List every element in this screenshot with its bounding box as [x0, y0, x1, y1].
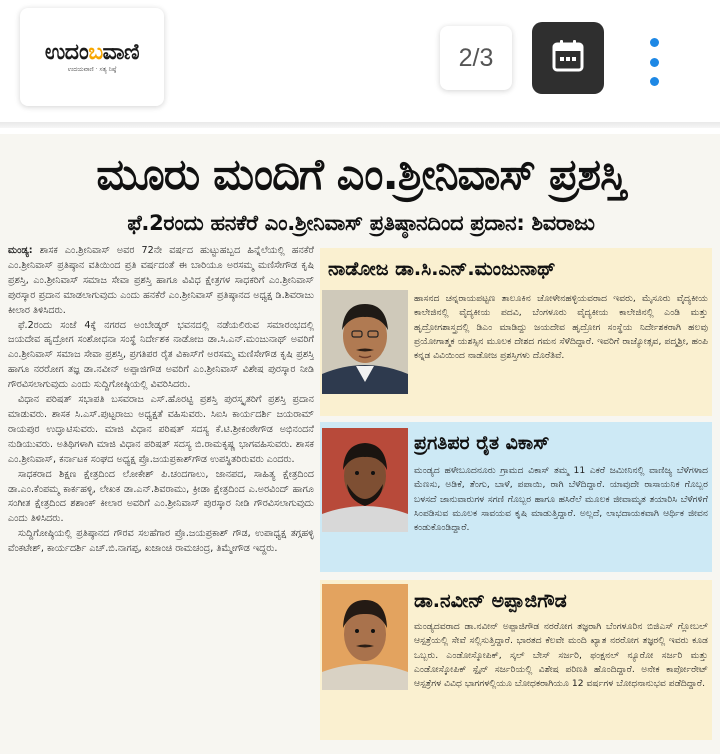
- article-paragraph: ಫೆ.2ರಂದು ಸಂಜೆ 4ಕ್ಕೆ ನಗರದ ಅಂಬೇಡ್ಕರ್ ಭವನದಲ್ಲಿ ನಡೆಯಲಿರುವ ಸಮಾರಂಭದಲ್ಲಿ ಜಯದೇವ ಹೃದ್ರೋಗ ಸಂಶೋಧನಾ ಸಂಸ್ಥೆ ನಿರ್ದೇಶಕ ನಾಡೋಜ ಡಾ.ಸಿ.ಎನ್.ಮಂಜುನಾಥ್ ಅವರಿಗೆ ಎಂ.ಶ್ರೀನಿವಾಸ್ ಸಮಾಜ ಸೇವಾ ಪ್ರಶಸ್ತಿ, ಪ್ರಗತಿಪರ ರೈತ ವಿಕಾಸ್‌ಗೆ ಅರಸಮ್ಮ ಮಣಿಸೇಗೌಡ ಕೃಷಿ ಪ್ರಶಸ್ತಿ ಹಾಗೂ ನರರೋಗ ತಜ್ಞ ಡಾ.ನವೀನ್ ಅಪ್ಪಾಜಿಗೌಡ ಅವರಿಗೆ ಎಂ.ಶ್ರೀನಿವಾಸ್ ವಿಶೇಷ ಪುರಸ್ಕಾರ ನೀಡಿ ಗೌರವಿಸಲಾಗುವುದು ಎಂದು ಸುದ್ದಿಗೋಷ್ಠಿಯಲ್ಲಿ ವಿವರಿಸಿದರು.: [8, 319, 314, 391]
- awardee-title: ಪ್ರಗತಿಪರ ರೈತ ವಿಕಾಸ್: [414, 432, 550, 454]
- article-paragraph: ವಿಧಾನ ಪರಿಷತ್ ಸಭಾಪತಿ ಬಸವರಾಜ ಎಸ್.ಹೊರಟ್ಟಿ ಪ್ರಶಸ್ತಿ ಪುರಸ್ಕೃತರಿಗೆ ಪ್ರಶಸ್ತಿ ಪ್ರದಾನ ಮಾಡುವರು. ಶಾಸಕ ಸಿ.ಎಸ್.ಪುಟ್ಟರಾಜು ಅಧ್ಯಕ್ಷತೆ ವಹಿಸುವರು. ಸಿಐಸಿ ಕಾರ್ಯದರ್ಶಿ ಜಯರಾಮ್ ರಾಯಪುರ ಉದ್ಘಾಟಿಸುವರು. ಮಾಜಿ ವಿಧಾನ ಪರಿಷತ್ ಸದಸ್ಯ ಕೆ.ಟಿ.ಶ್ರೀಕಂಠೇಗೌಡ ಅಭಿನಂದನೆ ನುಡಿಯುವರು. ಅತಿಥಿಗಳಾಗಿ ಮಾಜಿ ವಿಧಾನ ಪರಿಷತ್ ಸದಸ್ಯ ಬಿ.ರಾಮಕೃಷ್ಣ ಭಾಗವಹಿಸುವರು. ಶಾಸಕ ಎಂ.ಶ್ರೀನಿವಾಸ್, ಕರ್ನಾಟಕ ಸಂಘದ ಅಧ್ಯಕ್ಷ ಪ್ರೊ.ಜಯಪ್ರಕಾಶ್‌ಗೌಡ ಉಪಸ್ಥಿತರಿರುವರು ಎಂದರು.: [8, 394, 314, 465]
- awardee-box-manjunath: [320, 248, 712, 416]
- article-paragraph: ಮಂಡ್ಯ: ಶಾಸಕ ಎಂ.ಶ್ರೀನಿವಾಸ್ ಅವರ 72ನೇ ವರ್ಷದ ಹುಟ್ಟುಹಬ್ಬದ ಹಿನ್ನೆಲೆಯಲ್ಲಿ ಹನಕೆರೆ ಎಂ.ಶ್ರೀನಿವಾಸ್ ಪ್ರತಿಷ್ಠಾನ ವತಿಯಿಂದ ಪ್ರತಿ ವರ್ಷದಂತೆ ಈ ಬಾರಿಯೂ ಅರಸಮ್ಮ ಮಣಿಸೇಗೌಡ ಕೃಷಿ ಪ್ರಶಸ್ತಿ, ಎಂ.ಶ್ರೀನಿವಾಸ್ ಸಮಾಜ ಸೇವಾ ಪ್ರಶಸ್ತಿ ಹಾಗೂ ವಿವಿಧ ಕ್ಷೇತ್ರಗಳ ಸಾಧಕರಿಗೆ ಎಂ.ಶ್ರೀನಿವಾಸ್ ಪುರಸ್ಕಾರ ಪ್ರದಾನ ಮಾಡಲಾಗುವುದು ಎಂದು ಹನಕೆರೆ ಎಂ.ಶ್ರೀನಿವಾಸ್ ಪ್ರತಿಷ್ಠಾನದ ಅಧ್ಯಕ್ಷ ಡಿ.ಶಿವರಾಜು ಕೀಲಾರ ತಿಳಿಸಿದರು.: [8, 245, 314, 316]
- calendar-icon: [551, 39, 585, 77]
- article-paragraph: ಸುದ್ದಿಗೋಷ್ಠಿಯಲ್ಲಿ ಪ್ರತಿಷ್ಠಾನದ ಗೌರವ ಸಲಹೆಗಾರ ಪ್ರೊ.ಜಯಪ್ರಕಾಶ್ ಗೌಡ, ಉಪಾಧ್ಯಕ್ಷ ತಗ್ಗಹಳ್ಳಿ ವೆಂಕಟೇಶ್, ಕಾರ್ಯದರ್ಶಿ ಎಚ್.ಬಿ.ನಾಗಪ್ಪ, ಖಜಾಂಚಿ ರಾಮಚಂದ್ರ, ತಿಮ್ಮೇಗೌಡ ಇದ್ದರು.: [8, 528, 314, 555]
- awardee-photo: [322, 290, 408, 394]
- awardee-title: ಡಾ.ನವೀನ್ ಅಪ್ಪಾಜಿಗೌಡ: [414, 590, 567, 612]
- publication-logo[interactable]: [20, 8, 164, 106]
- page-indicator[interactable]: 2/3: [440, 26, 512, 90]
- newspaper-clipping: [0, 134, 720, 754]
- awardee-bio: ಹಾಸನದ ಚನ್ನರಾಯಪಟ್ಟಣ ತಾಲೂಕಿನ ಚೋಳೇನಹಳ್ಳಿಯವರಾದ ಇವರು, ಮೈಸೂರು ವೈದ್ಯಕೀಯ ಕಾಲೇಜಿನಲ್ಲಿ ವೈದ್ಯಕೀಯ ಪದವಿ, ಬೆಂಗಳೂರು ವೈದ್ಯಕೀಯ ಕಾಲೇಜಿನಲ್ಲಿ ಎಂಡಿ ಮತ್ತು ಹೃದ್ರೋಗಶಾಸ್ತ್ರದಲ್ಲಿ ಡಿಎಂ ಮಾಡಿದ್ದು ಜಯದೇವ ಹೃದ್ರೋಗ ಸಂಸ್ಥೆಯ ನಿರ್ದೇಶಕರಾಗಿ ಹಲವು ಪ್ರಯೋಗಾತ್ಮಕ ಯಶಸ್ಸಿನ ಮೂಲಕ ದೇಶದ ಗಮನ ಸೆಳೆದಿದ್ದಾರೆ. ಇವರಿಗೆ ರಾಜ್ಯೋತ್ಸವ, ಪದ್ಮಶ್ರೀ, ಹಂಪಿ ಕನ್ನಡ ವಿವಿಯಿಂದ ನಾಡೋಜ ಪ್ರಶಸ್ತಿಗಳು ದೊರೆತಿವೆ.: [414, 293, 708, 362]
- awardee-title: ನಾಡೋಜ ಡಾ.ಸಿ.ಎನ್.ಮಂಜುನಾಥ್: [328, 258, 556, 280]
- more-options-button[interactable]: [636, 38, 672, 86]
- article-paragraph: ಸಾಧಕರಾದ ಶಿಕ್ಷಣ ಕ್ಷೇತ್ರದಿಂದ ಲೋಕೇಶ್ ಪಿ.ಚಂದಗಾಲು, ಜಾನಪದ, ಸಾಹಿತ್ಯ ಕ್ಷೇತ್ರದಿಂದ ಡಾ.ಎಂ.ಕೆಂಪಮ್ಮ ಕಾರ್ಕಹಳ್ಳಿ, ಲೇಖಕ ಡಾ.ಎನ್.ಶಿವರಾಮು, ಕ್ರೀಡಾ ಕ್ಷೇತ್ರದಿಂದ ಎ.ಅರವಿಂದ್ ಹಾಗೂ ಸಂಗೀತ ಕ್ಷೇತ್ರದಿಂದ ಶಶಾಂಕ್ ಕೀಲಾರ ಅವರಿಗೆ ಎಂ.ಶ್ರೀನಿವಾಸ್ ಪುರಸ್ಕಾರ ನೀಡಿ ಗೌರವಿಸಲಾಗುವುದು ಎಂದು ತಿಳಿಸಿದರು.: [8, 468, 314, 525]
- awardee-photo: [322, 584, 408, 690]
- calendar-button[interactable]: [532, 22, 604, 94]
- article-headline: ಮೂರು ಮಂದಿಗೆ ಎಂ.ಶ್ರೀನಿವಾಸ್ ಪ್ರಶಸ್ತಿ: [96, 150, 626, 200]
- awardee-bio: ಮಂಡ್ಯದವರಾದ ಡಾ.ನವೀನ್ ಅಪ್ಪಾಜಿಗೌಡ ನರರೋಗ ತಜ್ಞರಾಗಿ ಬೆಂಗಳೂರಿನ ಬಿಜಿಎಸ್ ಗ್ಲೋಬಲ್ ಆಸ್ಪತ್ರೆಯಲ್ಲಿ ಸೇವೆ ಸಲ್ಲಿಸುತ್ತಿದ್ದಾರೆ. ಭಾರತದ ಕೆಲವೇ ಮಂದಿ ಖ್ಯಾತ ನರರೋಗ ತಜ್ಞರಲ್ಲಿ ಇವರು ಕೂಡ ಒಬ್ಬರು. ಎಂಡೋಸ್ಕೋಪಿಕ್, ಸ್ಕಲ್ ಬೇಸ್ ಸರ್ಜರಿ, ಫಂಕ್ಷನಲ್ ನ್ಯೂರೋ ಸರ್ಜರಿ ಮತ್ತು ಎಂಡೋಸ್ಕೋಪಿಕ್ ಸ್ಪೈನ್ ಸರ್ಜರಿಯಲ್ಲಿ ವಿಶೇಷ ಪರಿಣತಿ ಹೊಂದಿದ್ದಾರೆ. ಅನೇಕ ಕಾರ್ಪೋರೇಟ್ ಆಸ್ಪತ್ರೆಗಳ ವಿವಿಧ ಭಾಗಗಳಲ್ಲಿಯೂ ಬೋಧಕರಾಗಿಯೂ 12 ವರ್ಷಗಳ ಬೋಧನಾನುಭವ ಪಡೆದಿದ್ದಾರೆ.: [414, 621, 708, 690]
- app-bar: [0, 0, 720, 128]
- more-vertical-icon: [650, 38, 659, 47]
- awardee-photo: [322, 428, 408, 532]
- logo-wordmark: ಉದಂಬವಾಣಿ: [44, 39, 140, 65]
- logo-tagline: ಉದಯವಾಣಿ · ಸತ್ಯ ನಿಷ್ಠೆ: [67, 65, 117, 73]
- article-dateline: ಮಂಡ್ಯ:: [8, 245, 33, 256]
- awardee-bio: ಮಂಡ್ಯದ ಹಳೇಬೂದನೂರು ಗ್ರಾಮದ ವಿಕಾಸ್ ತಮ್ಮ 11 ಎಕರೆ ಜಮೀನಿನಲ್ಲಿ ವಾಣಿಜ್ಯ ಬೆಳೆಗಳಾದ ಮೆಣಸು, ಅಡಿಕೆ, ತೆಂಗು, ಬಾಳೆ, ಪಪಾಯಿ, ರಾಗಿ ಬೆಳೆದಿದ್ದಾರೆ. ಯಾವುದೇ ರಾಸಾಯನಿಕ ಗೊಬ್ಬರ ಬಳಸದೆ ಜಾನುವಾರುಗಳ ಸಗಣಿ ಗೊಬ್ಬರ ಹಾಗೂ ಹಸಿರೆಲೆ ಮೂಲಕ ಜೀವಾಮೃತ ತಯಾರಿಸಿ ಬೆಳೆಗಳಿಗೆ ಸಿಂಪಡಿಸುವ ಮೂಲಕ ಸಾವಯವ ಕೃಷಿ ಮಾಡುತ್ತಿದ್ದಾರೆ. ಅಲ್ಲದೆ, ಲಾಭದಾಯಕವಾಗಿ ಆರ್ಥಿಕ ಜೀವನ ಕಂಡುಕೊಂಡಿದ್ದಾರೆ.: [414, 465, 708, 534]
- article-subheadline: ಫೆ.2ರಂದು ಹನಕೆರೆ ಎಂ.ಶ್ರೀನಿವಾಸ್ ಪ್ರತಿಷ್ಠಾನದಿಂದ ಪ್ರದಾನ: ಶಿವರಾಜು: [127, 211, 595, 235]
- awardee-box-naveen: [320, 580, 712, 740]
- awardee-box-vikas: [320, 422, 712, 572]
- article-body: [8, 244, 314, 746]
